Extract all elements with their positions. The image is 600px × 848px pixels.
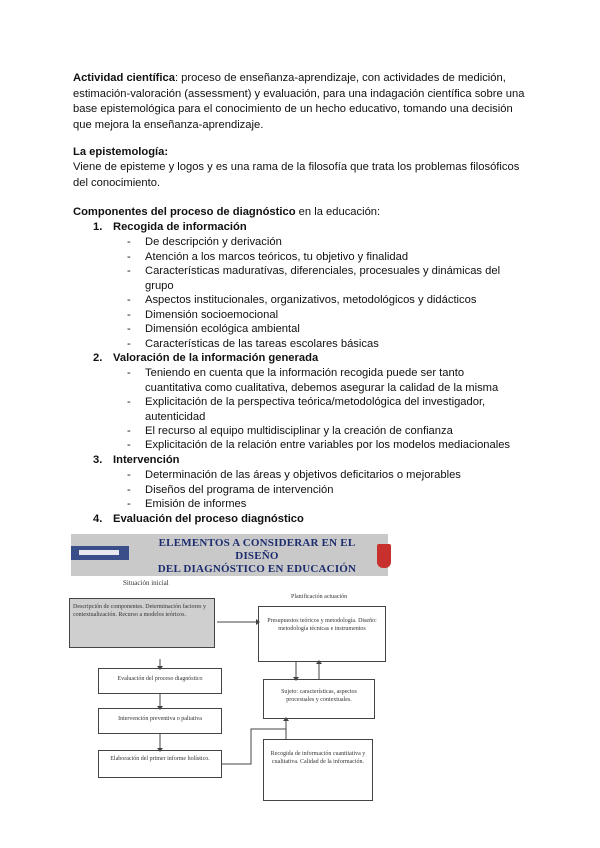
list-item: Explicitación de la perspectiva teórica/metodológica del investigador, autenticidad xyxy=(145,396,486,423)
epistemologia-heading xyxy=(73,145,533,161)
list-item: Determinación de las áreas y objetivos deficitarios o mejorables xyxy=(145,469,461,481)
epistemologia-heading-text: La epistemología: xyxy=(73,146,169,158)
box-presupuestos: Presupuestos teóricos y metodología. Diseño: metodología técnicas e instrumentos xyxy=(258,606,386,662)
list-item: Emisión de informes xyxy=(145,498,247,510)
list-item: De descripción y derivación xyxy=(145,236,282,248)
bullet-dash: - xyxy=(127,439,131,451)
list-item: Dimensión ecológica ambiental xyxy=(145,323,300,335)
epistemologia-text: Viene de episteme y logos y es una rama de la filosofía que trata los problemas filosóficos del conocimiento. xyxy=(73,161,520,189)
actividad-text: : proceso de enseñanza-aprendizaje, con actividades de medición, estimación-valoración (assessment) y evaluación, para una indagación científica sobre una base epistemológica para el conocimiento de un hecho educativo, tomando una decisión que mejora la enseñanza-aprendizaje. xyxy=(73,72,525,131)
list-item: Explicitación de la relación entre variables por los modelos mediacionales xyxy=(145,439,511,451)
arrow-right-icon xyxy=(256,619,260,625)
arrow-up-icon xyxy=(316,660,322,664)
list-item: Características maduratívas, diferenciales, procesuales y dinámicas del grupo xyxy=(145,265,501,292)
section-number: 2. xyxy=(93,352,103,364)
label-planificacion: Planificación actuación xyxy=(291,594,348,600)
bullet-dash: - xyxy=(127,425,131,437)
section-2-title xyxy=(93,351,318,366)
box-situacion-inicial: Descripción de componentes. Determinación factores y contextualización. Recurso a modelos teóricos. xyxy=(69,598,215,648)
bullet-dash: - xyxy=(127,469,131,481)
section-3-title xyxy=(93,453,180,468)
diagnosis-design-figure xyxy=(71,532,391,812)
section-title: Intervención xyxy=(113,454,180,466)
bullet-dash: - xyxy=(127,367,131,379)
actividad-paragraph xyxy=(73,71,533,133)
connector-informe-right xyxy=(222,729,286,764)
arrow-down-icon xyxy=(157,706,163,710)
list-item: Dimensión socioemocional xyxy=(145,309,279,321)
box-sujetos: Sujeto: características, aspectos procesuales y contextuales. xyxy=(263,679,375,719)
list-item: El recurso al equipo multidisciplinar y la creación de confianza xyxy=(145,425,453,437)
bullet-dash: - xyxy=(127,396,131,408)
bullet-dash: - xyxy=(127,309,131,321)
bullet-dash: - xyxy=(127,251,131,263)
arrow-down-icon xyxy=(157,666,163,670)
section-4-title xyxy=(93,512,304,527)
list-item: Características de las tareas escolares básicas xyxy=(145,338,379,350)
arrow-up-icon xyxy=(283,717,289,721)
componentes-heading-bold: Componentes del proceso de diagnóstico xyxy=(73,206,296,218)
bullet-dash: - xyxy=(127,265,131,277)
box-intervencion: Intervención preventiva o paliativa xyxy=(98,708,222,734)
actividad-term: Actividad científica xyxy=(73,72,175,84)
bullet-dash: - xyxy=(127,294,131,306)
bullet-dash: - xyxy=(127,498,131,510)
arrow-down-icon xyxy=(157,748,163,752)
list-item: Teniendo en cuenta que la información recogida puede ser tanto cuantitativa como cualitativa, debemos asegurar la calidad de la misma xyxy=(145,367,499,394)
banner-line-1: ELEMENTOS A CONSIDERAR EN EL DISEÑO xyxy=(158,537,356,562)
bullet-dash: - xyxy=(127,338,131,350)
section-title: Evaluación del proceso diagnóstico xyxy=(113,513,304,525)
componentes-heading xyxy=(73,205,533,221)
figure-connectors xyxy=(71,532,391,812)
section-number: 4. xyxy=(93,513,103,525)
section-number: 1. xyxy=(93,221,103,233)
box-evaluacion: Evaluación del proceso diagnóstico xyxy=(98,668,222,694)
box-recogida: Recogida de información cuantitativa y cualitativa. Calidad de la información. xyxy=(263,739,373,801)
label-situacion-inicial: Situación inicial xyxy=(123,579,169,587)
bullet-dash: - xyxy=(127,323,131,335)
section-title: Recogida de información xyxy=(113,221,247,233)
bullet-dash: - xyxy=(127,236,131,248)
section-number: 3. xyxy=(93,454,103,466)
section-title: Valoración de la información generada xyxy=(113,352,319,364)
banner-line-2: DEL DIAGNÓSTICO EN EDUCACIÓN xyxy=(157,563,357,575)
list-item: Aspectos institucionales, organizativos, metodológicos y didácticos xyxy=(145,294,477,306)
arrow-down-icon xyxy=(293,677,299,681)
list-item: Diseños del programa de intervención xyxy=(145,484,334,496)
componentes-heading-suffix: en la educación: xyxy=(295,206,381,218)
list-item: Atención a los marcos teóricos, tu objetivo y finalidad xyxy=(145,251,409,263)
section-1-title xyxy=(93,220,247,235)
box-informe: Elaboración del primer informe holístico. xyxy=(98,750,222,778)
bullet-dash: - xyxy=(127,484,131,496)
